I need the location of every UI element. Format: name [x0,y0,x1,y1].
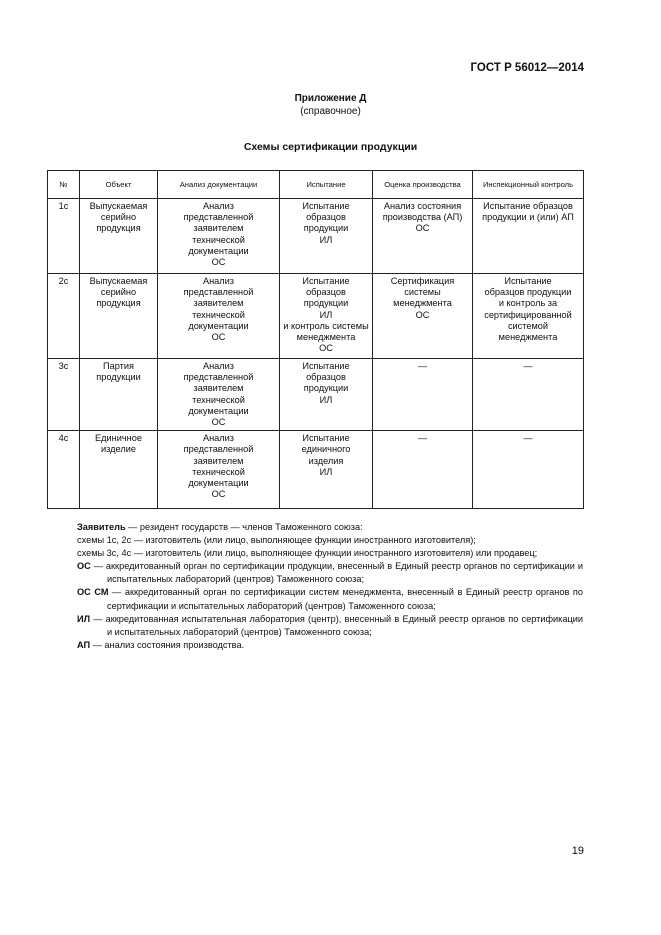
cell-line: образцов [306,372,346,383]
cell-line: представленной [183,212,254,223]
table-row [48,274,584,359]
term-applicant: Заявитель [77,522,126,532]
def-ap: — анализ состояния производства. [90,639,245,650]
cell-line: образцов [306,287,346,298]
def-applicant: — резидент государств — членов Таможенного союза: [125,522,363,532]
scheme-number-cell: 2с [48,274,80,359]
def-os: — аккредитованный орган по сертификации продукции, внесенный в Единый реестр органов по сертификации и испытательных лабораторий (центров) Таможенного союза; [90,561,583,585]
object-cell [80,199,158,274]
scheme-number-cell: 3с [48,359,80,431]
cell-line: Испытание [302,433,350,444]
cell-line: документации [188,245,249,256]
testing-cell [280,199,373,274]
cell-line: менеджмента [498,332,558,343]
cell-line: производства (АП) [382,212,463,223]
cell-line: ОС [211,417,226,428]
cell-line: Анализ [202,361,235,371]
cell-line: Анализ [202,276,235,286]
inspection-cell [473,274,584,359]
note-os [77,560,583,586]
cell-line: продукции [96,372,141,383]
cell-line: продукция [96,223,141,234]
cell-line: технической [192,394,245,405]
annex-title: Приложение Д [294,93,367,104]
cell-line: ОС [211,332,226,343]
cell-line: представленной [183,444,254,455]
column-header: Инспекционный контроль [473,171,584,199]
note-il [77,613,583,639]
cell-line: документации [188,405,249,416]
cell-line: серийно [100,287,137,298]
cell-line: ИЛ [319,466,333,477]
cell-line: Испытание [302,276,350,286]
cell-line: и контроль за [498,298,558,309]
table-row [48,359,584,431]
column-header: Испытание [280,171,373,199]
cell-line: ИЛ [319,394,333,405]
cell-line: Выпускаемая [89,276,148,286]
cell-line: Испытание [504,276,552,286]
cell-line: — [523,433,533,444]
cell-line: ОС [319,343,333,354]
cell-line: продукции и (или) АП [482,212,574,223]
cell-line: единичного [301,444,351,455]
cell-line: Испытание образцов [483,201,573,211]
page-number: 19 [571,845,584,857]
column-header: № [48,171,80,199]
cell-line: продукции [303,383,349,394]
analysis-cell [158,274,280,359]
note-schemes-12: схемы 1с, 2с — изготовитель (или лицо, выполняющее функции иностранного изготовителя); [77,535,476,546]
cell-line: ОС [211,257,226,268]
cell-line: Выпускаемая [89,201,148,211]
testing-cell [280,359,373,431]
term-os: ОС [77,561,91,572]
inspection-cell [473,359,584,431]
note-schemes-34: схемы 3с, 4с — изготовитель (или лицо, выполняющее функции иностранного изготовителя) или продавец; [77,548,538,559]
certification-schemes-table [47,170,584,509]
cell-line: продукция [96,298,141,309]
cell-line: менеджмента [296,332,356,343]
inspection-cell [473,431,584,509]
table-header-row [48,171,584,199]
def-il: — аккредитованная испытательная лаборатория (центр), внесенный в Единый реестр органов по сертификации и испытательных лабораторий (центров) Таможенного союза; [90,613,583,637]
cell-line: и контроль системы [283,320,369,331]
object-cell [80,431,158,509]
table-row [48,199,584,274]
cell-line: Испытание [302,201,350,211]
cell-line: — [417,361,428,371]
production-cell [373,274,473,359]
cell-line: Партия [103,361,134,371]
production-cell [373,199,473,274]
cell-line: ОС [415,309,430,320]
notes-section [77,521,583,652]
cell-line: Испытание [302,361,350,371]
term-ap: АП [77,639,91,650]
note-applicant [77,521,583,534]
note-ap [77,639,583,652]
annex-heading [0,92,661,118]
annex-subtitle: (справочное) [300,106,361,117]
page-title: Схемы сертификации продукции [243,141,418,153]
cell-line: технической [192,309,245,320]
table-row [48,431,584,509]
analysis-cell [158,431,280,509]
production-cell [373,431,473,509]
cell-line: — [523,361,533,371]
scheme-number-cell: 4с [48,431,80,509]
inspection-cell [473,199,584,274]
cell-line: ОС [211,489,226,500]
cell-line: продукции [303,223,349,234]
column-header: Объект [80,171,158,199]
cell-line: менеджмента [393,298,452,309]
cell-line: заявителем [193,298,244,309]
analysis-cell [158,359,280,431]
scheme-number-cell: 1с [48,199,80,274]
production-cell [373,359,473,431]
cell-line: продукции [303,298,349,309]
cell-line: Единичное [95,433,142,444]
cell-line: представленной [183,372,254,383]
cell-line: документации [188,478,249,489]
document-code: ГОСТ Р 56012—2014 [470,62,584,74]
cell-line: образцов продукции [484,287,572,298]
cell-line: заявителем [193,223,244,234]
cell-line: системой [507,320,549,331]
cell-line: изделие [101,444,136,455]
cell-line: Анализ [202,433,235,444]
analysis-cell [158,199,280,274]
cell-line: Сертификация [390,276,455,286]
note-oscm [77,586,583,612]
cell-line: технической [192,234,245,245]
testing-cell [280,274,373,359]
cell-line: ОС [415,223,430,234]
object-cell [80,274,158,359]
cell-line: ИЛ [319,309,333,320]
cell-line: изделия [308,455,344,466]
cell-line: заявителем [193,383,244,394]
testing-cell [280,431,373,509]
cell-line: Анализ состояния [383,201,462,211]
cell-line: системы [404,287,441,298]
cell-line: ИЛ [319,234,333,245]
cell-line: заявителем [193,455,244,466]
cell-line: Анализ [202,201,235,211]
object-cell [80,359,158,431]
term-oscm: ОС СМ [77,587,109,598]
cell-line: представленной [183,287,254,298]
cell-line: серийно [100,212,137,223]
cell-line: документации [188,320,249,331]
def-oscm: — аккредитованный орган по сертификации систем менеджмента, внесенный в Единый реестр органов по сертификации и испытательных лабораторий (центров) Таможенного союза; [107,587,583,611]
cell-line: — [417,433,428,444]
term-il: ИЛ [77,613,91,624]
column-header: Анализ документации [158,171,280,199]
column-header: Оценка производства [373,171,473,199]
cell-line: образцов [306,212,346,223]
cell-line: сертифицированной [484,309,572,320]
cell-line: технической [192,466,245,477]
